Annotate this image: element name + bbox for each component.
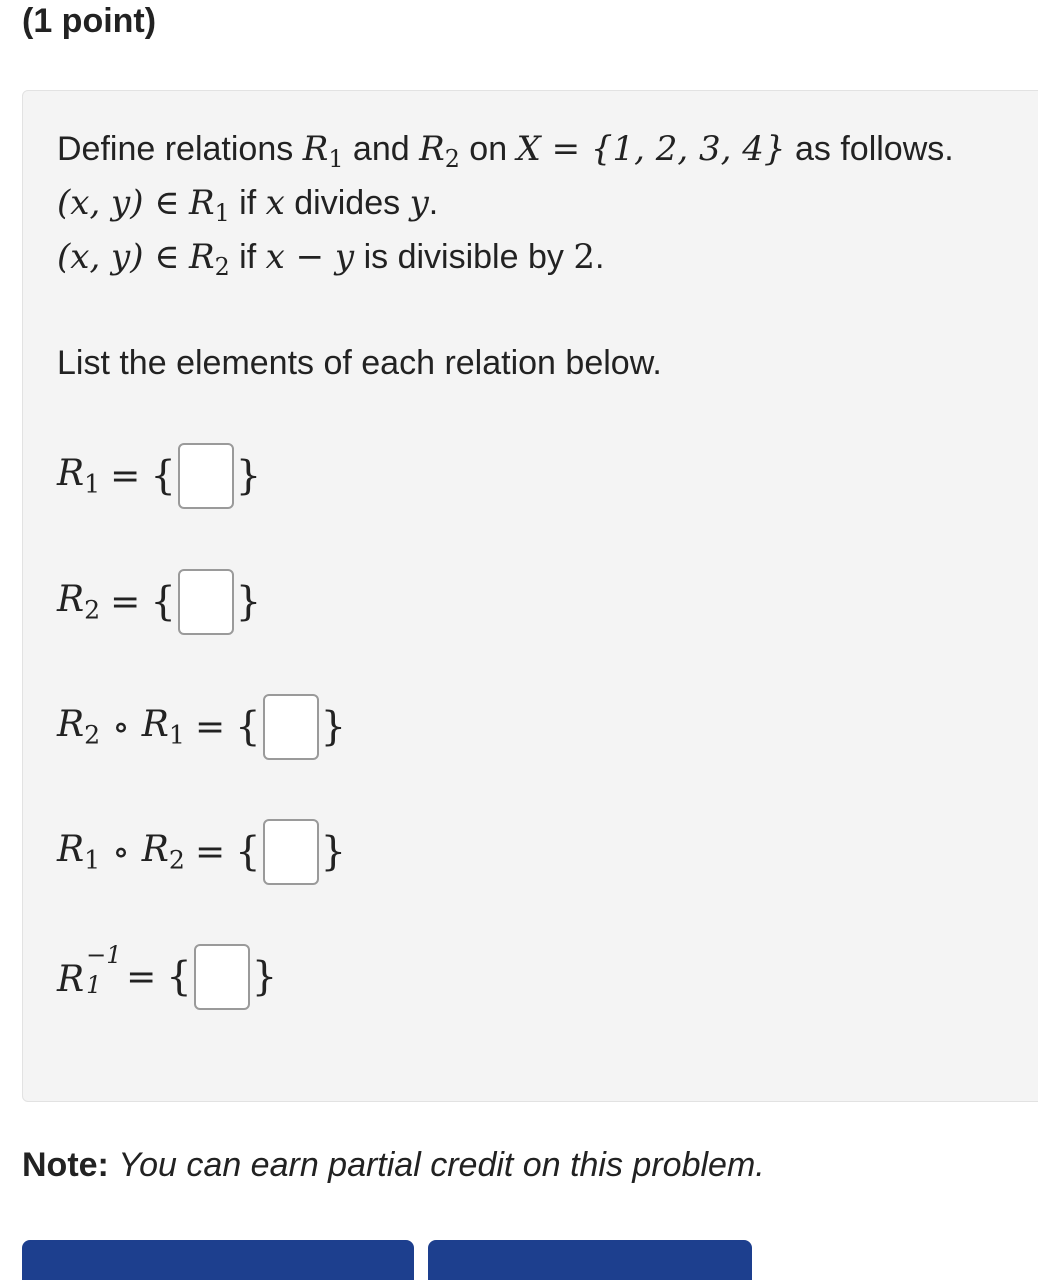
rule-2: (x, y) ∈ $R_2$ if x − y is divisible by 2.	[57, 237, 605, 282]
note-label: Note:	[22, 1146, 109, 1184]
problem-panel	[22, 90, 1038, 1102]
instruction: List the elements of each relation below.	[57, 344, 662, 382]
answer-input-r1-circ-r2[interactable]	[263, 819, 319, 885]
intro-on: on	[469, 130, 508, 168]
answer-input-r2[interactable]	[178, 569, 234, 635]
answer-lhs: $R_2$	[57, 704, 101, 750]
preview-button[interactable]	[428, 1240, 752, 1280]
r1-symbol: $R_1$	[302, 129, 344, 174]
rule2-pair: (x, y) ∈	[57, 237, 180, 277]
set-x: X = {1, 2, 3, 4}	[516, 129, 786, 169]
intro-and: and	[352, 130, 410, 168]
intro-tail: as follows.	[794, 130, 954, 168]
rule-1: (x, y) ∈ $R_1$ if x divides y.	[57, 183, 439, 228]
answer-lhs: $R_2$	[57, 579, 101, 625]
answer-row-r2: $R_2$ = { }	[57, 569, 261, 635]
intro-text: Define relations	[57, 130, 294, 168]
answer-row-r1-inverse: R −1 1 = { }	[57, 944, 277, 1010]
answer-input-r1-inverse[interactable]	[194, 944, 250, 1010]
note-text: You can earn partial credit on this problem.	[118, 1146, 765, 1184]
submit-button[interactable]	[22, 1240, 414, 1280]
answer-row-r1: $R_1$ = { }	[57, 443, 261, 509]
rule1-pair: (x, y) ∈	[57, 183, 180, 223]
points-label: (1 point)	[22, 2, 157, 40]
answer-row-r1-circ-r2: $R_1$ ∘ $R_2$ = { }	[57, 819, 346, 885]
answer-lhs: R −1 1	[57, 940, 122, 1000]
answer-lhs: $R_1$	[57, 829, 101, 875]
answer-row-r2-circ-r1: $R_2$ ∘ $R_1$ = { }	[57, 694, 346, 760]
answer-input-r1[interactable]	[178, 443, 234, 509]
problem-intro	[57, 129, 954, 173]
r2-symbol: $R_2$	[419, 129, 460, 174]
answer-lhs: $R_1$	[57, 453, 101, 499]
note	[22, 1146, 765, 1185]
answer-input-r2-circ-r1[interactable]	[263, 694, 319, 760]
